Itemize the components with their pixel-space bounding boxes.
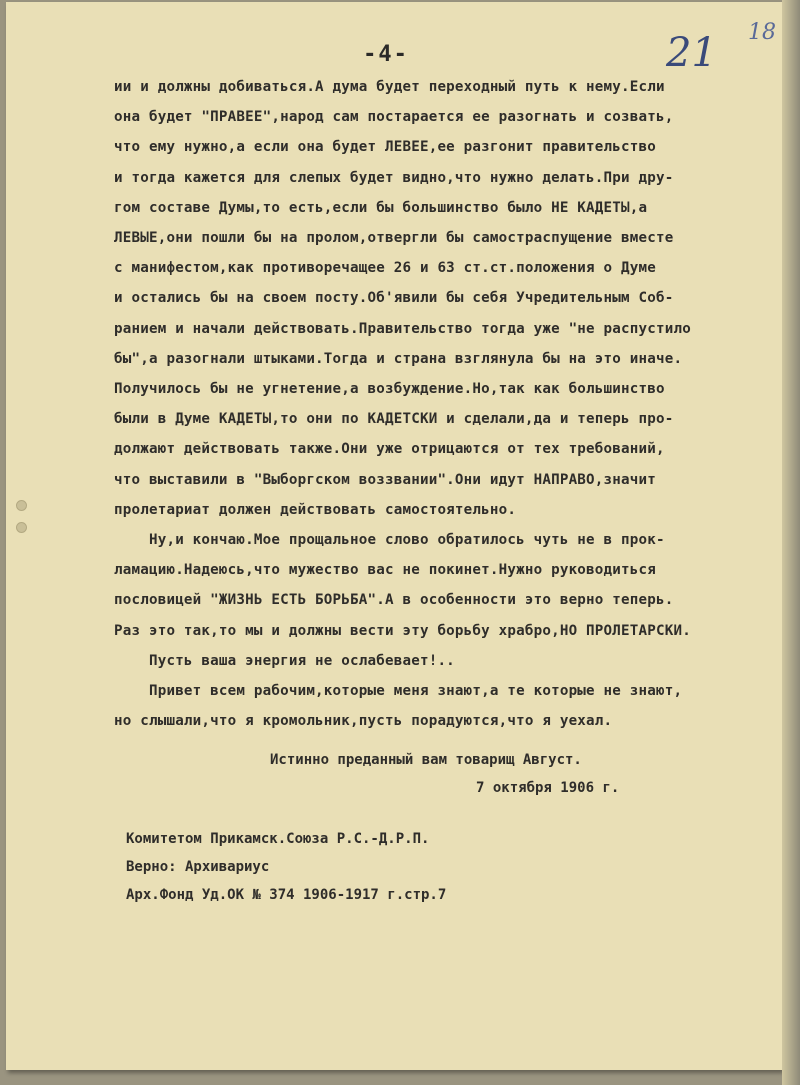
document-page xyxy=(6,2,782,1070)
handwritten-small-number: 18 xyxy=(748,20,776,45)
text-line: должают действовать также.Они уже отрицаются от тех требований, xyxy=(114,441,665,458)
signature-closing: Истинно преданный вам товарищ Август. xyxy=(270,752,582,768)
letter-body xyxy=(114,72,774,736)
text-line: и тогда кажется для слепых будет видно,что нужно делать.При дру- xyxy=(114,169,674,186)
text-line: ранием и начали действовать.Правительство тогда уже "не распустило xyxy=(114,320,691,337)
footer-certification: Верно: Архивариус xyxy=(126,859,270,875)
text-line: она будет "ПРАВЕЕ",народ сам постарается ее разогнать и созвать, xyxy=(114,109,674,126)
handwritten-folio-number: 21 xyxy=(666,30,717,76)
footer-committee: Комитетом Прикамск.Союза Р.С.-Д.Р.П. xyxy=(126,831,430,847)
text-line: Пусть ваша энергия не ослабевает!.. xyxy=(114,652,455,669)
scan-edge-shadow xyxy=(782,0,800,1085)
text-line: ламацию.Надеюсь,что мужество вас не покинет.Нужно руководиться xyxy=(114,562,656,579)
text-line: что выставили в "Выборгском воззвании".Они идут НАПРАВО,значит xyxy=(114,471,656,488)
archive-footer xyxy=(126,825,446,909)
text-line: Раз это так,то мы и должны вести эту борьбу храбро,НО ПРОЛЕТАРСКИ. xyxy=(114,622,691,639)
binding-hole xyxy=(16,500,27,511)
text-line: пролетариат должен действовать самостоятельно. xyxy=(114,501,517,518)
text-line: с манифестом,как противоречащее 26 и 63 ст.ст.положения о Думе xyxy=(114,260,656,277)
binding-hole xyxy=(16,522,27,533)
text-line: Привет всем рабочим,которые меня знают,а те которые не знают, xyxy=(114,683,683,700)
footer-archive-reference: Арх.Фонд Уд.ОК № 374 1906-1917 г.стр.7 xyxy=(126,887,447,903)
text-line: Получилось бы не угнетение,а возбуждение.Но,так как большинство xyxy=(114,381,665,398)
text-line: бы",а разогнали штыками.Тогда и страна взглянула бы на это иначе. xyxy=(114,350,683,367)
text-line: и остались бы на своем посту.Об'явили бы себя Учредительным Соб- xyxy=(114,290,674,307)
text-line: что ему нужно,а если она будет ЛЕВЕЕ,ее разгонит правительство xyxy=(114,139,656,156)
text-line: ЛЕВЫЕ,они пошли бы на пролом,отвергли бы самостраспущение вместе xyxy=(114,230,674,247)
text-line: пословицей "ЖИЗНЬ ЕСТЬ БОРЬБА".А в особенности это верно теперь. xyxy=(114,592,674,609)
text-line: были в Думе КАДЕТЫ,то они по КАДЕТСКИ и сделали,да и теперь про- xyxy=(114,411,674,428)
text-line: гом составе Думы,то есть,если бы большинство было НЕ КАДЕТЫ,а xyxy=(114,199,648,216)
page-number: -4- xyxy=(363,42,409,67)
signature-date: 7 октября 1906 г. xyxy=(476,780,620,796)
text-line: ии и должны добиваться.А дума будет переходный путь к нему.Если xyxy=(114,79,665,95)
text-line: но слышали,что я кромольник,пусть порадуются,что я уехал. xyxy=(114,713,613,730)
text-line: Ну,и кончаю.Мое прощальное слово обратилось чуть не в прок- xyxy=(114,532,665,549)
